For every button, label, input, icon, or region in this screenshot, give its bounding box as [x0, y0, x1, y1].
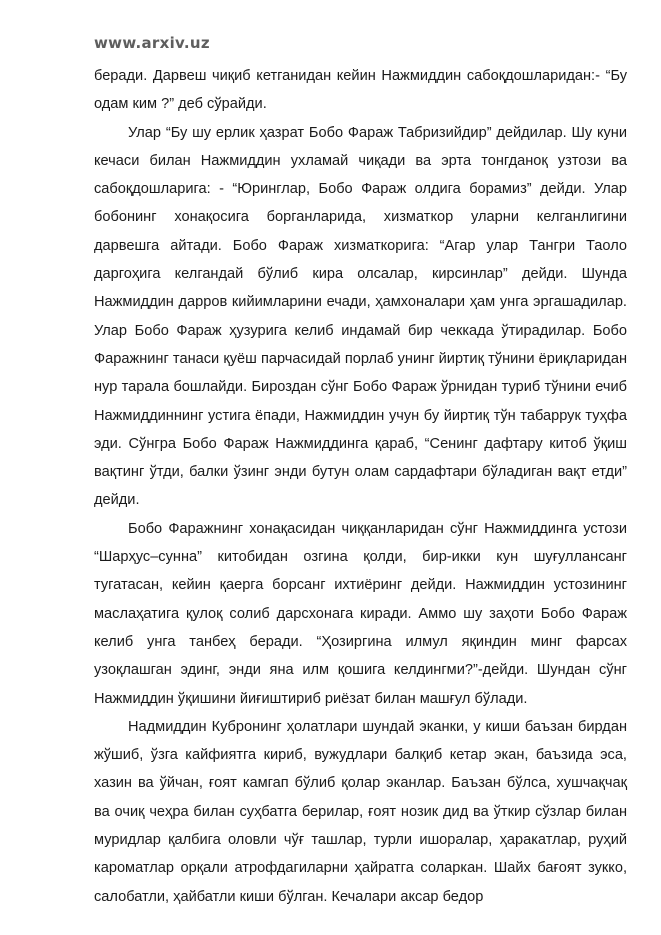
- paragraph: Бобо Фаражнинг хонақасидан чиққанларидан сўнг Нажмиддинга устози “Шарҳус–сунна” китобидан озгина қолди, бир-икки кун шуғуллансанг тугатасан, кейин қаерга борсанг ихтиёринг дейди. Нажмиддин устозининг маслаҳатига қулоқ солиб дарсхонага киради. Аммо шу заҳоти Бобо Фараж келиб унга танбеҳ беради. “Ҳозиргина илмул яқиндин минг фарсах узоқлашган эдинг, энди яна илм қошига келдингми?”-дейди. Шундан сўнг Нажмиддин ўқишини йиғиштириб риёзат билан машғул бўлади.: [94, 520, 627, 707]
- paragraph: беради. Дарвеш чиқиб кетганидан кейин Нажмиддин сабоқдошларидан:- “Бу одам ким ?” деб сўрайди.: [94, 68, 627, 113]
- paragraph: Надмиддин Кубронинг ҳолатлари шундай эканки, у киши баъзан бирдан жўшиб, ўзга кайфиятга кириб, вужудлари балқиб кетар экан, баъзида эса, хазин ва ўйчан, ғоят камгап бўлиб қолар эканлар. Баъзан бўлса, хушчақчақ ва очиқ чеҳра билан суҳбатга берилар, ғоят нозик дид ва ўткир сўзлар билан муридлар қалбига оловли чўғ ташлар, турли ишоралар, ҳаракатлар, руҳий кароматлар орқали атрофдагиларни ҳайратга соларкан. Шайх бағоят зукко, салобатли, ҳайбатли киши бўлган. Кечалари аксар бедор: [94, 718, 627, 905]
- site-watermark: www.arxiv.uz: [94, 34, 210, 52]
- document-body: [94, 62, 627, 911]
- paragraph: Улар “Бу шу ерлик ҳазрат Бобо Фараж Табризийдир” дейдилар. Шу куни кечаси билан Нажмиддин ухламай чиқади ва эрта тонгданоқ узтози ва сабоқдошларига: - “Юринглар, Бобо Фараж олдига борамиз” дейди. Улар бобонинг хонақосига борганларида, хизматкор уларни келганлигини дарвешга айтади. Бобо Фараж хизматкорига: “Агар улар Тангри Таоло даргоҳига келгандай бўлиб кира олсалар, кирсинлар” дейди. Шунда Нажмиддин дарров кийимларини ечади, ҳамхоналари ҳам унга эргашадилар. Улар Бобо Фараж ҳузурига келиб индамай бир чеккада ўтирадилар. Бобо Фаражнинг танаси қуёш парчасидай порлаб унинг йиртиқ тўнини ёриқларидан нур тарала бошлайди. Бироздан сўнг Бобо Фараж ўрнидан туриб тўнини ечиб Нажмиддиннинг устига ёпади, Нажмиддин учун бу йиртиқ тўн табаррук туҳфа эди. Сўнгра Бобо Фараж Нажмиддинга қараб, “Сенинг дафтару китоб ўқиш вақтинг ўтди, балки ўзинг энди бутун олам сардафтари бўладиган вақт етди” дейди.: [94, 124, 627, 509]
